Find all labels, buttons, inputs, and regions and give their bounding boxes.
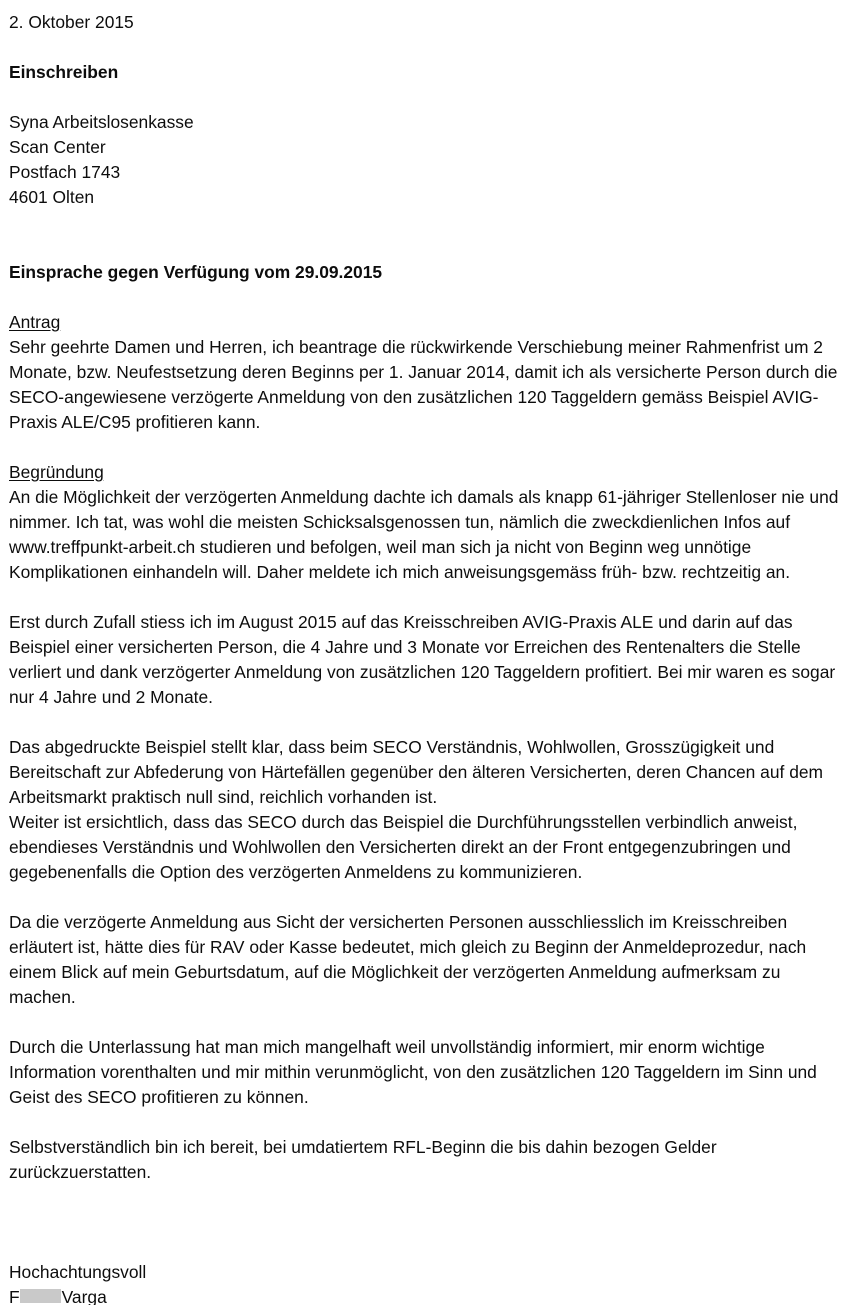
spacer — [9, 585, 839, 610]
paragraph-rueckerstattung: Selbstverständlich bin ich bereit, bei umdatiertem RFL-Beginn die bis dahin bezogen Gelder zurückzuerstatten. — [9, 1137, 717, 1182]
section-heading-antrag: Antrag — [9, 312, 61, 332]
spacer — [9, 435, 839, 460]
paragraph-kreisschreiben-fund: Erst durch Zufall stiess ich im August 2015 auf das Kreisschreiben AVIG-Praxis ALE und darin auf das Beispiel einer versicherten Person, die 4 Jahre und 3 Monate vor Erreichen des Rentenalters die Stelle verliert und dank verzögerter Anmeldung von zusätzlichen 120 Taggeldern profitiert. Bei mir waren es sogar nur 4 Jahre und 2 Monate. — [9, 612, 836, 707]
subject-line: Einsprache gegen Verfügung vom 29.09.2015 — [9, 262, 383, 282]
recipient-department: Scan Center — [9, 137, 106, 157]
section-heading-begruendung: Begründung — [9, 462, 104, 482]
recipient-address — [9, 110, 839, 210]
spacer — [9, 1110, 839, 1135]
signature-name — [9, 1285, 839, 1305]
signer-initial: F — [9, 1287, 20, 1305]
spacer — [9, 210, 839, 260]
recipient-po-box: Postfach 1743 — [9, 162, 121, 182]
spacer — [9, 710, 839, 735]
spacer — [9, 885, 839, 910]
spacer — [9, 1010, 839, 1035]
recipient-city: 4601 Olten — [9, 187, 95, 207]
paragraph-anmeldung-moeglichkeit: An die Möglichkeit der verzögerten Anmeldung dachte ich damals als knapp 61-jähriger Stellenloser nie und nimmer. Ich tat, was wohl die meisten Schicksalsgenossen tun, nämlich die zweckdienlichen Infos auf www.treffpunkt-arbeit.ch studieren und befolgen, weil man sich ja nicht von Beginn weg unnötige Komplikationen einhandeln will. Daher meldete ich mich anweisungsgemäss früh- bzw. rechtzeitig an. — [9, 487, 839, 582]
redaction-box — [20, 1289, 61, 1303]
letter-date: 2. Oktober 2015 — [9, 12, 134, 32]
letter-body — [9, 10, 839, 1305]
delivery-note: Einschreiben — [9, 62, 119, 82]
section-body-antrag: Sehr geehrte Damen und Herren, ich beantrage die rückwirkende Verschiebung meiner Rahmenfrist um 2 Monate, bzw. Neufestsetzung deren Beginns per 1. Januar 2014, damit ich als versicherte Person durch die SECO-angewiesene verzögerte Anmeldung von den zusätzlichen 120 Taggeldern gemäss Beispiel AVIG-Praxis ALE/C95 profitieren kann. — [9, 337, 838, 432]
paragraph-durchfuehrungsstellen: Weiter ist ersichtlich, dass das SECO durch das Beispiel die Durchführungsstellen verbindlich anweist, ebendieses Verständnis und Wohlwollen den Versicherten direkt an der Front entgegenzubringen und gegebenenfalls die Option des verzögerten Anmeldens zu kommunizieren. — [9, 812, 798, 882]
recipient-name: Syna Arbeitslosenkasse — [9, 112, 194, 132]
spacer — [9, 285, 839, 310]
spacer — [9, 1185, 839, 1260]
closing-salutation: Hochachtungsvoll — [9, 1262, 147, 1282]
paragraph-rav-kasse-pflicht: Da die verzögerte Anmeldung aus Sicht der versicherten Personen ausschliesslich im Kreisschreiben erläutert ist, hätte dies für RAV oder Kasse bedeutet, mich gleich zu Beginn der Anmeldeprozedur, nach einem Blick auf mein Geburtsdatum, auf die Möglichkeit der verzögerten Anmeldung aufmerksam zu machen. — [9, 912, 807, 1007]
spacer — [9, 85, 839, 110]
signer-surname: Varga — [61, 1287, 107, 1305]
paragraph-unterlassung: Durch die Unterlassung hat man mich mangelhaft weil unvollständig informiert, mir enorm wichtige Information vorenthalten und mir mithin verunmöglicht, von den zusätzlichen 120 Taggeldern im Sinn und Geist des SECO profitieren zu können. — [9, 1037, 817, 1107]
spacer — [9, 35, 839, 60]
paragraph-beispiel-seco: Das abgedruckte Beispiel stellt klar, dass beim SECO Verständnis, Wohlwollen, Grosszügigkeit und Bereitschaft zur Abfederung von Härtefällen gegenüber den älteren Versicherten, deren Chancen auf dem Arbeitsmarkt praktisch null sind, reichlich vorhanden ist. — [9, 737, 824, 807]
